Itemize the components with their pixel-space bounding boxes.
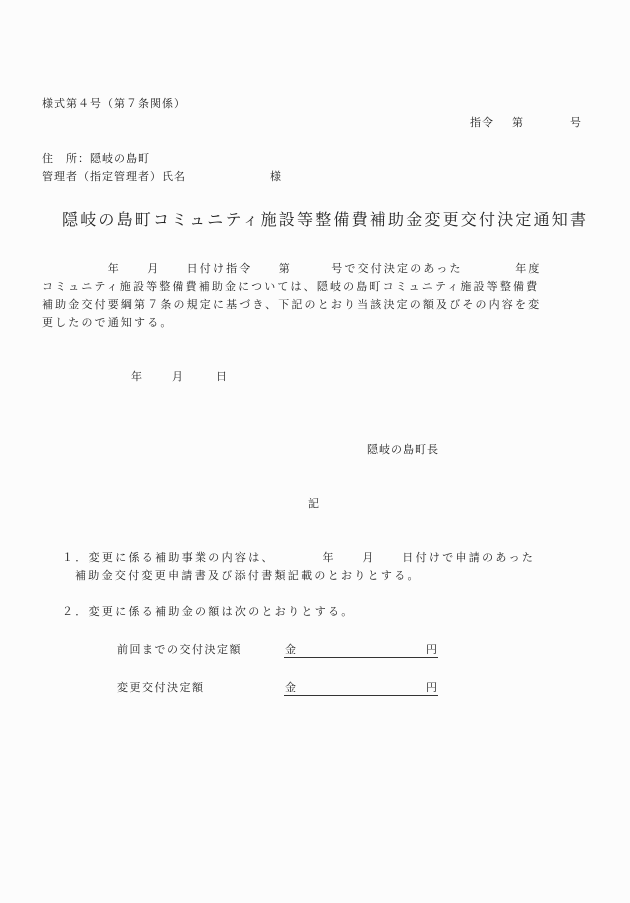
previous-amount-label: 前回までの交付決定額 [117,643,242,656]
changed-amount-prefix: 金 [285,681,296,694]
item-2-line-1: ２．変更に係る補助金の額は次のとおりとする。 [62,605,355,618]
body-line: コミュニティ施設等整備費補助金については、隠岐の島町コミュニティ施設等整備費 [42,280,540,293]
body-line: 更したので通知する。 [42,316,174,329]
changed-amount-field [284,681,438,696]
recipient-honorific: 様 [270,170,282,183]
recipient-name-label: 管理者（指定管理者）氏名 [42,170,186,183]
body-line: 補助金交付要綱第７条の規定に基づき、下記のとおり当該決定の額及びその内容を変 [42,298,542,311]
document-title: 隠岐の島町コミュニティ施設等整備費補助金変更交付決定通知書 [62,210,589,229]
previous-amount-prefix: 金 [285,643,296,656]
body-line: 年 月 日付け指令 第 号で交付決定のあった 年度 [42,262,542,275]
previous-amount-unit: 円 [426,643,437,656]
previous-amount-field [284,643,438,658]
issuer-name: 隠岐の島町長 [367,443,439,456]
form-label: 様式第４号（第７条関係） [42,97,186,110]
directive-prefix: 指令 [470,116,494,129]
item-1-line-1: １．変更に係る補助事業の内容は、 年 月 日付けで申請のあった [62,551,536,564]
directive-dai: 第 [512,116,524,129]
date-day: 日 [216,370,228,383]
changed-amount-label: 変更交付決定額 [117,681,205,694]
directive-suffix: 号 [570,116,582,129]
changed-amount-unit: 円 [426,681,437,694]
item-1-line-2: 補助金交付変更申請書及び添付書類記載のとおりとする。 [75,569,421,582]
date-year: 年 [131,370,143,383]
recipient-address: 住 所：隠岐の島町 [42,152,150,165]
ki-heading: 記 [308,497,320,510]
date-month: 月 [172,370,184,383]
